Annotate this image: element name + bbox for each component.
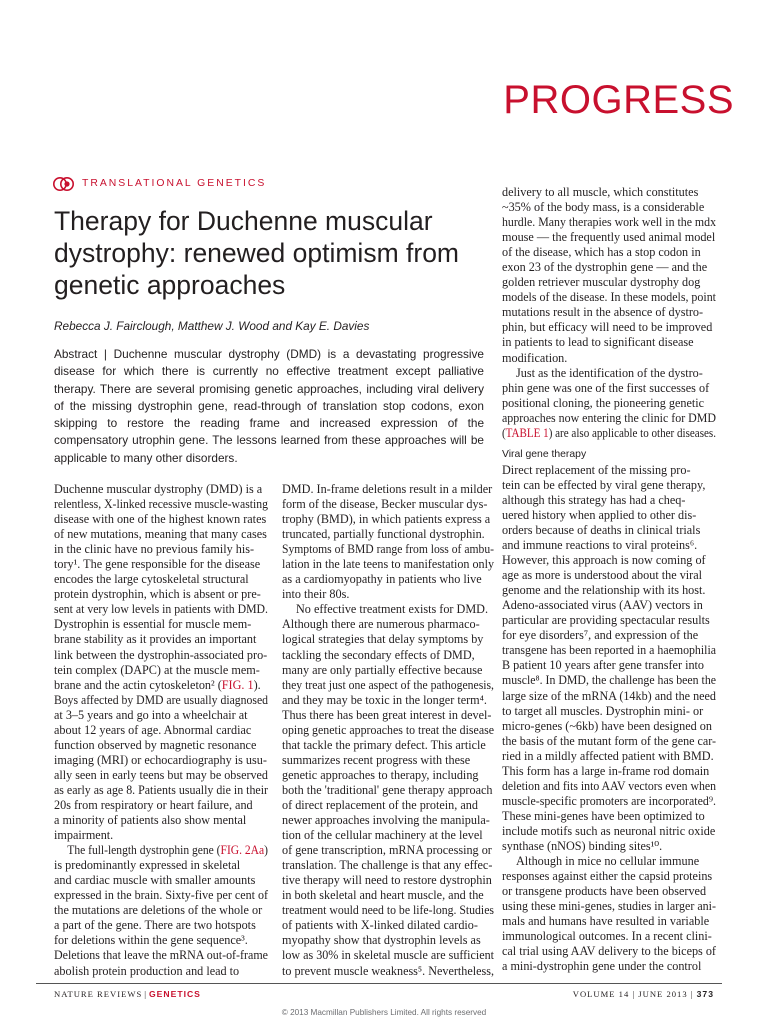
body-text-line: of patients with X-linked dilated cardio- [282, 918, 478, 933]
body-text-line: brane and the actin cytoskeleton² (FIG. 1). [54, 677, 261, 692]
body-text-line: Thus there has been great interest in devel- [282, 707, 492, 722]
body-text-line: of direct replacement of the protein, and [282, 797, 478, 812]
body-text-line: B patient 10 years after gene transfer into [502, 658, 705, 673]
body-column-3-top [502, 185, 716, 441]
footer-rule [36, 983, 722, 984]
body-text-line: in the clinic have no previous family his- [54, 542, 255, 557]
body-text-line: hurdle. Many therapies work well in the mdx [502, 215, 716, 230]
body-text-line: Boys affected by DMD are usually diagnosed [54, 692, 269, 707]
body-text-line: Dystrophin is essential for muscle mem- [54, 617, 252, 632]
body-text-line: golden retriever muscular dystrophy dog [502, 275, 701, 290]
body-text-line: Deletions that leave the mRNA out-of-frame [54, 948, 268, 963]
body-text-line: The full-length dystrophin gene (FIG. 2Aa) [67, 843, 269, 858]
body-text-line: many are only partially effective because [282, 662, 483, 677]
abstract-line: compensatory utrophin gene. The lessons learned from these approaches will be [54, 433, 484, 448]
abstract-line: disease for which there is currently no effective treatment except palliative [54, 364, 484, 379]
body-text-line: age as more is understood about the viral [502, 568, 703, 583]
body-text-line: into their 80s. [282, 587, 350, 602]
body-text-line: 20s from respiratory or heart failure, and [54, 797, 253, 812]
body-text-line: is predominantly expressed in skeletal [54, 858, 241, 873]
body-text-line: a minority of patients also show mental [54, 813, 247, 828]
body-text-line: mals and humans have resulted in variable [502, 914, 710, 929]
body-text-line: both the 'traditional' gene therapy approach [282, 782, 493, 797]
body-text-line: delivery to all muscle, which constitutes [502, 185, 699, 199]
body-text-line: function observed by magnetic resonance [54, 737, 257, 752]
footer-journal-section: GENETICS [148, 989, 201, 999]
body-text-line: they treat just one aspect of the pathogenesis, [282, 677, 494, 692]
body-text-line: ried in a mildly affected patient with BMD. [502, 748, 714, 763]
body-text-line: This form has a large in-frame rod domain [502, 763, 710, 778]
section-title: PROGRESS [503, 78, 734, 122]
body-text-line: and immune reactions to viral proteins⁶. [502, 538, 698, 553]
body-text-line: and cardiac muscle with smaller amounts [54, 873, 256, 888]
body-text-line: No effective treatment exists for DMD. [296, 602, 489, 617]
body-text-line: in patients to lead to significant disease [502, 335, 694, 350]
body-text-line: modification. [502, 350, 568, 365]
abstract [54, 346, 484, 467]
body-text-line: muscle⁸. In DMD, the challenge has been the [502, 673, 717, 688]
body-text-line: Adeno-associated virus (AAV) vectors in [502, 598, 703, 613]
body-column-3 [502, 185, 716, 974]
abstract-line: therapy. There are several promising genetic approaches, including viral delivery [54, 381, 484, 396]
body-text-line: tackling the secondary effects of DMD, [282, 647, 475, 662]
body-text-line: muscle-specific promoters are incorporated⁹. [502, 793, 717, 808]
body-text-line: immunological outcomes. In a recent clini- [502, 929, 712, 944]
body-text-line: newer approaches involving the manipula- [282, 813, 490, 828]
article-authors: Rebecca J. Fairclough, Matthew J. Wood and Kay E. Davies [54, 319, 370, 333]
body-text-line: the mutations are deletions of the whole or [54, 903, 263, 918]
body-text-line: as a cardiomyopathy in patients who live [282, 572, 482, 587]
body-text-line: deletion and fits into AAV vectors even when [502, 778, 717, 793]
footer-journal-name: NATURE REVIEWS [54, 989, 143, 999]
body-text-line: logical strategies that delay symptoms by [282, 632, 484, 647]
body-text-line: large size of the mRNA (14kb) and the need [502, 688, 716, 703]
body-text-line: mouse — the frequently used animal model [502, 230, 716, 245]
body-text-line: abolish protein production and lead to [54, 963, 240, 978]
body-text-line: treatment would need to be life-long. Studies [282, 903, 495, 918]
figure-reference-link[interactable]: FIG. 2Aa [220, 843, 265, 858]
body-text-line: include motifs such as neuronal nitric oxide [502, 823, 716, 838]
body-text-line: and they may be toxic in the longer term⁴. [282, 692, 487, 707]
subheading-viral-gene-therapy: Viral gene therapy [502, 448, 587, 460]
body-text-line: about 12 years of age. Abnormal cardiac [54, 722, 252, 737]
body-text-line: sent at very low levels in patients with DMD. [54, 602, 269, 617]
body-text-line: using these mini-genes, studies in larger ani- [502, 899, 717, 914]
body-text-line: tory¹. The gene responsible for the disease [54, 557, 261, 572]
figure-reference-link[interactable]: FIG. 1 [221, 677, 254, 692]
body-text-line: approaches now entering the clinic for DMD [502, 410, 717, 425]
body-text-line: that tackle the primary defect. This article [282, 737, 486, 752]
body-text-line: lation in the late teens to manifestation only [282, 557, 494, 572]
footer-volume-info: VOLUME 14 | JUNE 2013 | [572, 989, 694, 999]
circle-icon [52, 176, 80, 192]
body-text-line: disease with one of the highest known rates [54, 512, 267, 527]
body-text-line: responses against either the capsid proteins [502, 869, 713, 884]
body-text-line: or transgene products have been observed [502, 884, 707, 899]
body-text-line: translation. The challenge is that any effec- [282, 858, 493, 873]
body-text-line: ally seen in early teens but may be observed [54, 767, 269, 782]
body-text-line: tein can be effected by viral gene therapy, [502, 477, 706, 492]
copyright-notice: © 2013 Macmillan Publishers Limited. All rights reserved [281, 1008, 487, 1017]
abstract-line: Abstract | Duchenne muscular dystrophy (DMD) is a devastating progressive [54, 347, 484, 361]
body-text-line: truncated, partially functional dystrophin. [282, 527, 485, 542]
body-column-1 [54, 482, 268, 979]
body-text-line: encodes the large cytoskeletal structural [54, 572, 249, 587]
body-text-line: Symptoms of BMD range from loss of ambu- [282, 542, 494, 557]
abstract-line: skipping to restore the reading frame and increased expression of the [54, 416, 484, 431]
body-text-line: as early as age 8. Patients usually die in their [54, 782, 269, 797]
body-text-line: Just as the identification of the dystro- [516, 365, 703, 380]
body-text-line: tein complex (DAPC) at the muscle mem- [54, 662, 260, 677]
body-text-line: imaging (MRI) or echocardiography is usu- [54, 752, 267, 767]
body-text-line: These mini-genes have been optimized to [502, 808, 705, 823]
body-text-line: tive therapy will need to restore dystrophin [282, 873, 492, 888]
body-text-line: of the disease, which has a stop codon in [502, 245, 701, 260]
body-text-line: at 3–5 years and go into a wheelchair at [54, 707, 248, 722]
page-number: 373 [696, 989, 714, 999]
body-text-line: synthase (nNOS) binding sites¹⁰. [502, 838, 663, 853]
body-text-line: for eye disorders⁷, and expression of the [502, 628, 699, 643]
body-text-line: a mini-dystrophin gene under the control [502, 959, 702, 974]
body-text-line: phin gene was one of the first successes of [502, 380, 710, 395]
body-text-line: although this strategy has had a cheq- [502, 492, 686, 507]
body-text-line: of gene transcription, mRNA processing or [282, 843, 492, 858]
body-text-line: exon 23 of the dystrophin gene — and the [502, 260, 708, 275]
body-text-line: the basis of the mutant form of the gene car- [502, 733, 717, 748]
body-text-line: protein dystrophin, which is absent or pre- [54, 587, 261, 602]
body-text-line: in both skeletal and heart muscle, and the [282, 888, 484, 903]
body-text-line: expressed in the brain. Sixty-five per cent of [54, 888, 269, 903]
title-line: dystrophy: renewed optimism from [54, 238, 460, 268]
body-text-line: uered history when applied to other dis- [502, 507, 697, 522]
body-text-line: Although in mice no cellular immune [516, 854, 700, 869]
body-text-line: summarizes recent progress with these [282, 752, 471, 767]
footer-volume [573, 989, 714, 999]
body-text-line: positional cloning, the pioneering genetic [502, 395, 705, 410]
section-tag-label: TRANSLATIONAL GENETICS [82, 178, 267, 189]
body-text-line: micro-genes (~6kb) have been designed on [502, 718, 712, 733]
body-text-line: trophy (BMD), in which patients express a [282, 512, 491, 527]
title-line: genetic approaches [54, 270, 286, 300]
body-text-line: models of the disease. In these models, point [502, 290, 717, 305]
body-text-line: ~35% of the body mass, is a considerable [502, 200, 705, 215]
body-text-line: oping genetic approaches to treat the disease [282, 722, 495, 737]
body-column-3-bottom [502, 463, 716, 975]
body-text-line: particular are providing spectacular results [502, 613, 710, 628]
body-text-line: of new mutations, meaning that many cases [54, 527, 267, 542]
body-text-line: mutations result in the absence of dystro- [502, 305, 704, 320]
body-text-line: Although there are numerous pharmaco- [282, 617, 480, 632]
body-text-line: brane stability as it provides an important [54, 632, 257, 647]
body-text-line: to prevent muscle weakness⁵. Nevertheless, [282, 963, 494, 978]
body-text-line: to target all muscles. Dystrophin mini- or [502, 703, 704, 718]
body-text-line: a part of the gene. There are two hotspots [54, 918, 256, 933]
body-text-line: genetic approaches to therapy, including [282, 767, 479, 782]
body-text-line: myopathy show that dystrophin levels as [282, 933, 481, 948]
body-text-line: transgene has been reported in a haemophilia [502, 643, 717, 658]
abstract-line: applicable to many other disorders. [54, 450, 238, 465]
body-text-line: low as 30% in skeletal muscle are sufficient [282, 948, 495, 963]
body-text-line: tion of the cellular machinery at the level [282, 828, 483, 843]
body-text-line: phin, but efficacy will need to be improved [502, 320, 713, 335]
title-line: Therapy for Duchenne muscular [54, 206, 433, 236]
abstract-line: of the missing dystrophin gene, read-through of translation stop codons, exon [54, 398, 484, 413]
article-title [54, 205, 484, 301]
body-text-line: orders because of deaths in clinical trials [502, 522, 701, 537]
body-text-line: cal trial using AAV delivery to the biceps of [502, 944, 717, 959]
body-text-line: relentless, X-linked recessive muscle-wasting [54, 497, 268, 512]
figure-reference-link[interactable]: TABLE 1 [505, 425, 549, 440]
body-text-line: (TABLE 1) are also applicable to other diseases. [502, 425, 716, 440]
body-text-line: for deletions within the gene sequence³. [54, 933, 248, 948]
body-text-line: However, this approach is now coming of [502, 553, 706, 568]
body-text-line: genome and the relationship with its host. [502, 583, 706, 598]
body-text-line: Direct replacement of the missing pro- [502, 462, 691, 477]
body-text-line: form of the disease, Becker muscular dys- [282, 497, 488, 512]
footer-journal: NATURE REVIEWS | GENETICS [54, 989, 201, 999]
body-text-line: Duchenne muscular dystrophy (DMD) is a [54, 482, 263, 496]
body-text-line: DMD. In-frame deletions result in a milder [282, 482, 493, 496]
body-column-2 [282, 482, 494, 979]
body-text-line: link between the dystrophin-associated pro- [54, 647, 268, 662]
body-text-line: impairment. [54, 828, 114, 843]
